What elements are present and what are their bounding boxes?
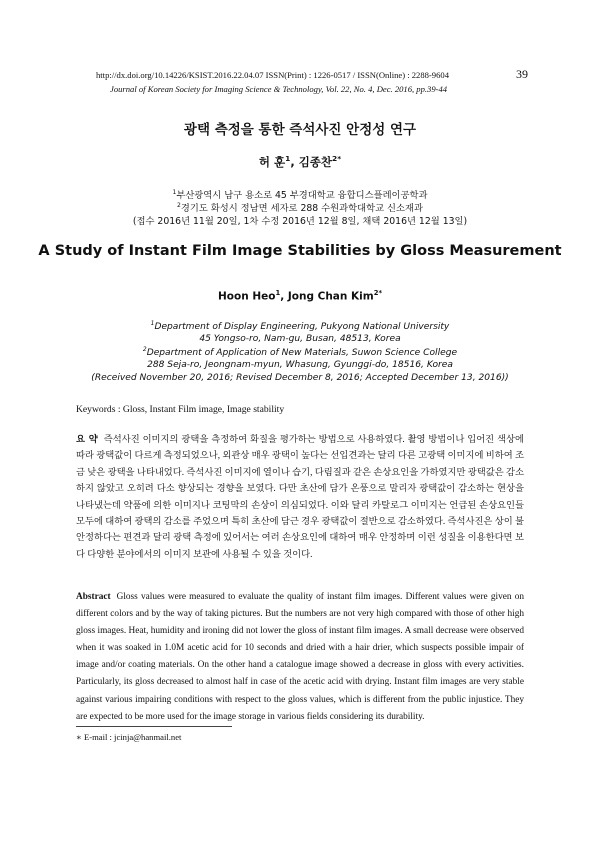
author-1-kr: 허 훈 xyxy=(258,155,286,169)
affiliation-en-2-address: 288 Seja-ro, Jeongnam-myun, Whasung, Gyunggi-do, 18516, Korea xyxy=(147,360,453,370)
submission-dates-kr: (접수 2016년 11월 20일, 1차 수정 2016년 12월 8일, 채택 2016년 12월 13일) xyxy=(132,216,468,227)
abstract-kr-label: 요 약 xyxy=(76,434,98,445)
abstract-korean xyxy=(76,432,524,563)
abstract-english xyxy=(76,589,524,726)
author-1-en-mark: 1 xyxy=(275,289,281,297)
korean-title: 광택 측정을 통한 즉석사진 안정성 연구 xyxy=(183,122,417,138)
author-separator-kr: , xyxy=(290,155,299,169)
corresponding-email: ∗ E-mail : jcinja@hanmail.net xyxy=(76,732,182,742)
affiliation-en-2-mark: 2 xyxy=(142,347,147,353)
abstract-en-label: Abstract xyxy=(76,592,111,602)
author-1-en: Hoon Heo xyxy=(217,290,276,303)
korean-authors xyxy=(0,154,600,170)
keywords-label: Keywords xyxy=(76,404,116,415)
abstract-en-text: Gloss values were measured to evaluate the quality of instant film images. Different values were given on different colors and by the way of taking pictures. But the numbers are not very high compared with those of other high gloss images. Heat, humidity and ironing did not lower the gloss of instant film images. A small decrease were observed when it was soaked in 1.0M acetic acid for 10 seconds and dried with a hair drier, which suspects possible impair of image and/or coating materials. On the other hand a catalogue image showed a decrease in gloss with every activities. Particularly, its gloss decreased to almost half in case of the acetic acid with drying. Instant film images are very stable against various impairing conditions with respect to the gloss values, which is different from the public injustice. They are expected to be more used for the image storage in various fields considering its durability. xyxy=(76,592,524,722)
affiliation-en-2-name xyxy=(0,347,600,358)
author-2-kr-mark: 2* xyxy=(332,154,342,164)
doi-issn-line: http://dx.doi.org/10.14226/KSIST.2016.22.04.07 ISSN(Print) : 1226-0517 / ISSN(Online) : 2288-9604 xyxy=(96,70,449,80)
abstract-kr-text: 즉석사진 이미지의 광택을 측정하여 화질을 평가하는 방법으로 사용하였다. 촬영 방법이나 입어진 색상에 따라 광택값이 다르게 측정되었으나, 외관상 매우 광택이 높다는 선입견과는 달리 다른 고광택 이미지에 비하여 조금 낮은 광택을 나타내었다. 즉석사진 이미지에 열이나 습기, 다림질과 같은 손상요인을 가하였지만 광택값은 감소하지 않았고 오히려 다소 향상되는 경향을 보였다. 다만 초산에 담가 온풍으로 말리자 광택값이 감소하는 현상을 나타냈는데 약품에 의한 이미지나 코팅막의 손상이 의심되었다. 이와 달리 카탈로그 이미지는 언급된 손상요인들 모두에 대하여 광택의 감소를 주었으며 특히 초산에 담근 경우 광택값이 절반으로 감소하였다. 즉석사진은 상이 불안정하다는 편견과 달리 광택 측정에 있어서는 여러 손상요인에 대하여 매우 안정하며 이런 성질을 이용한다면 보다 다양한 분야에서의 이미지 보관에 사용될 수 있을 것이다. xyxy=(76,435,524,560)
footnote-divider xyxy=(76,726,232,727)
author-2-en-mark: 2* xyxy=(373,289,383,297)
affiliation-kr-1-mark: 1 xyxy=(172,188,177,196)
english-title: A Study of Instant Film Image Stabilities by Gloss Measurement xyxy=(38,243,562,259)
page-number: 39 xyxy=(516,67,528,81)
affiliation-kr-1-text: 부산광역시 남구 용소로 45 부경대학교 융합디스플레이공학과 xyxy=(176,190,428,201)
affiliation-kr-2-mark: 2 xyxy=(177,201,181,209)
keywords-line xyxy=(76,404,284,415)
journal-citation: Journal of Korean Society for Imaging Science & Technology, Vol. 22, No. 4, Dec. 2016, pp.39-44 xyxy=(110,84,448,94)
author-separator-en: , xyxy=(280,290,288,303)
affiliation-en-1-address: 45 Yongso-ro, Nam-gu, Busan, 48513, Korea xyxy=(199,334,401,344)
keywords-text: : Gloss, Instant Film image, Image stability xyxy=(115,404,285,415)
english-authors xyxy=(0,289,600,303)
author-1-kr-mark: 1 xyxy=(285,154,291,164)
author-2-en: Jong Chan Kim xyxy=(287,290,374,303)
affiliation-en-1-name xyxy=(0,321,600,332)
author-2-kr: 김종찬 xyxy=(298,155,333,169)
submission-dates-en: (Received November 20, 2016; Revised December 8, 2016; Accepted December 13, 2016)) xyxy=(91,373,509,383)
affiliation-kr-1 xyxy=(0,187,600,201)
affiliation-en-1-mark: 1 xyxy=(150,321,155,327)
affiliation-en-2-text: Department of Application of New Materials, Suwon Science College xyxy=(146,348,458,359)
affiliation-en-1-text: Department of Display Engineering, Pukyong National University xyxy=(154,322,450,333)
affiliation-kr-2-text: 경기도 화성시 정남면 세자로 288 수원과학대학교 신소재과 xyxy=(180,203,423,214)
affiliation-kr-2 xyxy=(0,200,600,214)
